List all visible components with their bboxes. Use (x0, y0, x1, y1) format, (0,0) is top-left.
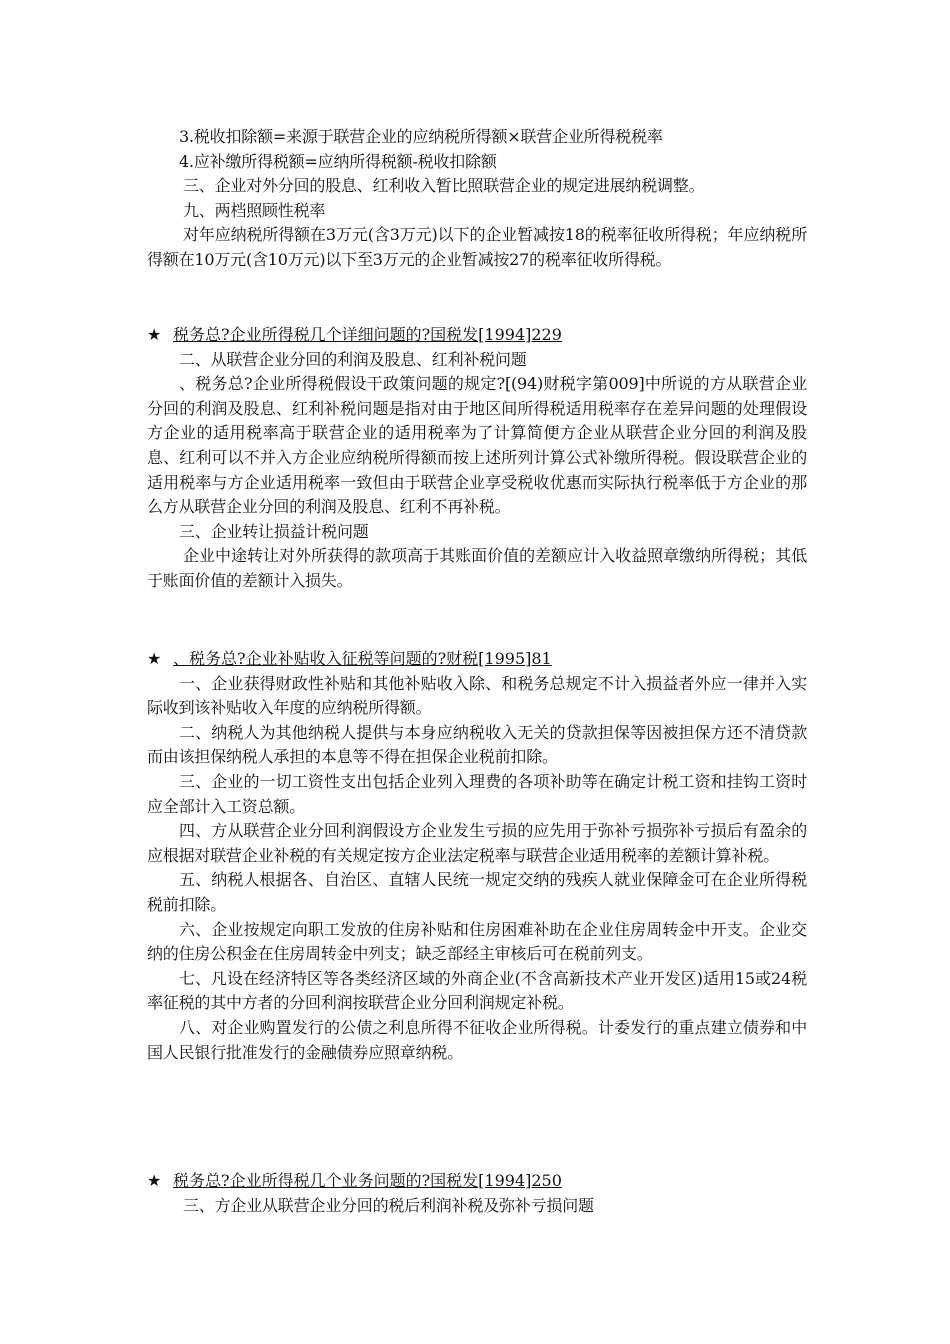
star-icon: ★ (147, 325, 162, 344)
section-229-para-1: 二、从联营企业分回的利润及股息、红利补税问题 (179, 349, 527, 369)
section-250-title-link[interactable]: 税务总?企业所得税几个业务问题的?国税发[1994]250 (173, 1171, 562, 1190)
section-229-para-3: 三、企业转让损益计税问题 (179, 521, 369, 541)
intro-section (147, 125, 807, 273)
section-81-para-7: 七、凡设在经济特区等各类经济区域的外商企业(不含高新技术产业开发区)适用15或24税率征税的其中方者的分回利润按联营企业分回利润规定补税。 (147, 968, 807, 1013)
section-81-title-link[interactable]: 、税务总?企业补贴收入征税等问题的?财税[1995]81 (173, 649, 552, 668)
intro-line-2: 4.应补缴所得税额=应纳所得税额-税收扣除额 (179, 151, 497, 171)
star-icon: ★ (147, 1171, 162, 1190)
intro-line-1: 3.税收扣除额=来源于联营企业的应纳税所得额×联营企业所得税税率 (179, 127, 663, 146)
section-81-para-8: 八、对企业购置发行的公债之利息所得不征收企业所得税。计委发行的重点建立债券和中国人民银行批准发行的金融债券应照章纳税。 (147, 1017, 807, 1062)
section-229-title-link[interactable]: 税务总?企业所得税几个详细问题的?国税发[1994]229 (173, 325, 562, 344)
section-81-para-1: 一、企业获得财政性补贴和其他补贴收入除、和税务总规定不计入损益者外应一律并入实际收到该补贴收入年度的应纳税所得额。 (147, 673, 807, 718)
section-81-para-2: 二、纳税人为其他纳税人提供与本身应纳税收入无关的贷款担保等因被担保方还不清贷款而由该担保纳税人承担的本息等不得在担保企业税前扣除。 (147, 722, 807, 767)
section-229-heading (147, 323, 807, 348)
section-250-para-1: 三、方企业从联营企业分回的税后利润补税及弥补亏损问题 (183, 1195, 594, 1215)
section-229-para-2: 、税务总?企业所得税假设干政策问题的规定?[(94)财税字第009]中所说的方从联营企业分回的利润及股息、红利补税问题是指对由于地区间所得税适用税率存在差异问题的处理假设方企业的适用税率高于联营企业的适用税率为了计算简便方企业从联营企业分回的利润及股息、红利可以不并入方企业应纳税所得额而按上述所列计算公式补缴所得税。假设联营企业的适用税率与方企业适用税率一致但由于联营企业享受税收优惠而实际执行税率低于方企业的那么方从联营企业分回的利润及股息、红利不再补税。 (147, 374, 807, 517)
section-81 (147, 647, 807, 1065)
section-81-para-4: 四、方从联营企业分回利润假设方企业发生亏损的应先用于弥补亏损弥补亏损后有盈余的应根据对联营企业补税的有关规定按方企业法定税率与联营企业适用税率的差额计算补税。 (147, 821, 807, 865)
section-229-para-4: 企业中途转让对外所获得的款项高于其账面价值的差额应计入收益照章缴纳所得税；其低于账面价值的差额计入损失。 (147, 546, 807, 590)
section-81-heading (147, 647, 807, 672)
section-81-para-3: 三、企业的一切工资性支出包括企业列入理费的各项补助等在确定计税工资和挂钩工资时应全部计入工资总额。 (147, 771, 807, 816)
section-250 (147, 1169, 807, 1218)
intro-paragraph-tax-rates: 对年应纳税所得额在3万元(含3万元)以下的企业暂减按18的税率征收所得税；年应纳税所得额在10万元(含10万元)以下至3万元的企业暂减按27的税率征收所得税。 (147, 225, 807, 269)
star-icon: ★ (147, 649, 162, 668)
section-229 (147, 323, 807, 594)
section-250-heading (147, 1169, 807, 1194)
intro-line-3: 三、企业对外分回的股息、红利收入暂比照联营企业的规定进展纳税调整。 (183, 176, 705, 196)
section-81-para-6: 六、企业按规定向职工发放的住房补贴和住房困难补助在企业住房周转金中开支。企业交纳的住房公积金在住房周转金中列支；缺乏部经主审核后可在税前列支。 (147, 919, 807, 964)
intro-line-4: 九、两档照顾性税率 (183, 200, 326, 220)
section-81-para-5: 五、纳税人根据各、自治区、直辖人民统一规定交纳的残疾人就业保障金可在企业所得税税前扣除。 (147, 870, 807, 914)
